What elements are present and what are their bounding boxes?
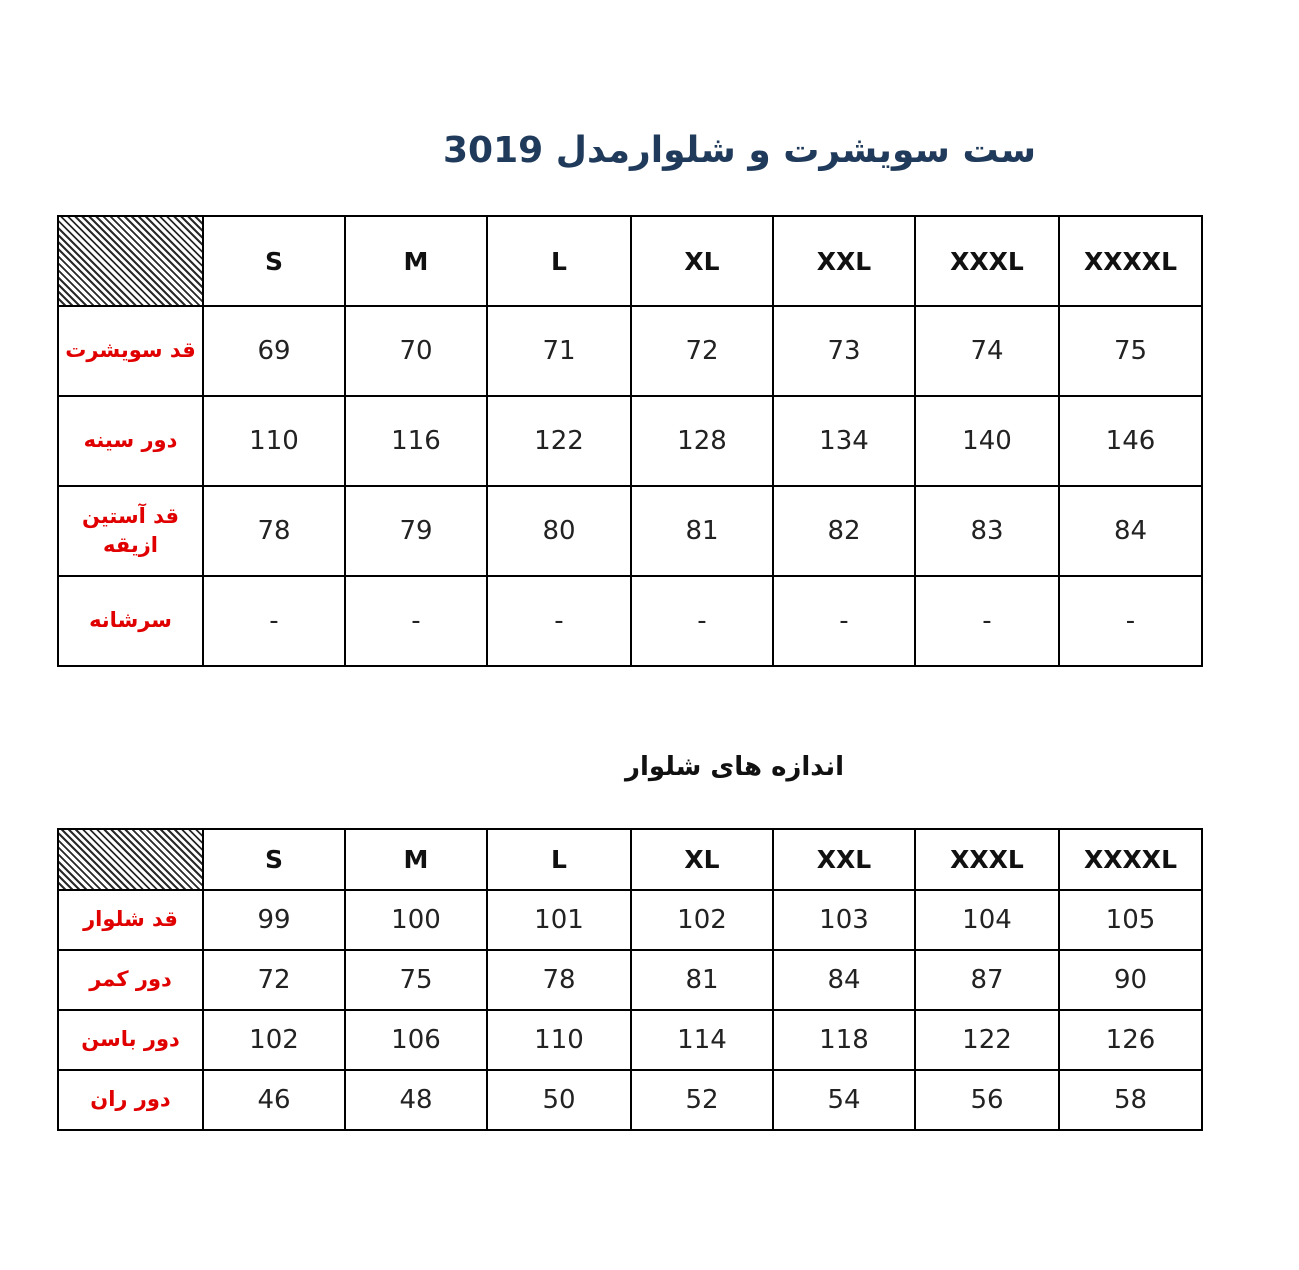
table-cell: 90	[1059, 950, 1202, 1010]
table-cell: 110	[487, 1010, 631, 1070]
table-cell: 81	[631, 486, 773, 576]
table-cell: 99	[203, 890, 345, 950]
table-cell: -	[345, 576, 487, 666]
table-cell: 126	[1059, 1010, 1202, 1070]
table-cell: 82	[773, 486, 915, 576]
table-cell: 140	[915, 396, 1059, 486]
hatched-corner-cell	[58, 829, 203, 890]
table-cell: 71	[487, 306, 631, 396]
table-cell: 75	[1059, 306, 1202, 396]
table-cell: 81	[631, 950, 773, 1010]
size-header: L	[487, 216, 631, 306]
size-header: S	[203, 216, 345, 306]
size-header: M	[345, 829, 487, 890]
table-row	[58, 890, 1202, 950]
row-label: دور کمر	[58, 950, 203, 1010]
table-cell: 114	[631, 1010, 773, 1070]
table-cell: 122	[915, 1010, 1059, 1070]
table-cell: 46	[203, 1070, 345, 1130]
table-cell: 50	[487, 1070, 631, 1130]
table-cell: 79	[345, 486, 487, 576]
table-row	[58, 1010, 1202, 1070]
table-cell: 83	[915, 486, 1059, 576]
table-cell: 103	[773, 890, 915, 950]
size-header: XXXL	[915, 216, 1059, 306]
table-cell: -	[1059, 576, 1202, 666]
table-cell: -	[915, 576, 1059, 666]
top-size-table	[57, 215, 1203, 667]
table-cell: 106	[345, 1010, 487, 1070]
section-title: اندازه های شلوار	[624, 752, 844, 782]
table-row	[58, 396, 1202, 486]
table-cell: 78	[203, 486, 345, 576]
size-header: XXXL	[915, 829, 1059, 890]
table-cell: 78	[487, 950, 631, 1010]
table-cell: 70	[345, 306, 487, 396]
hatched-corner-cell	[58, 216, 203, 306]
table-cell: 134	[773, 396, 915, 486]
size-header: S	[203, 829, 345, 890]
table-cell: 101	[487, 890, 631, 950]
header-row	[58, 829, 1202, 890]
table-cell: 58	[1059, 1070, 1202, 1130]
size-header: XXXXL	[1059, 216, 1202, 306]
table-cell: -	[203, 576, 345, 666]
table-cell: -	[487, 576, 631, 666]
table-cell: 104	[915, 890, 1059, 950]
header-row	[58, 216, 1202, 306]
table-row	[58, 1070, 1202, 1130]
page-title: ست سویشرت و شلوارمدل 3019	[443, 130, 1036, 171]
table-cell: 75	[345, 950, 487, 1010]
table-cell: 116	[345, 396, 487, 486]
table-cell: 102	[631, 890, 773, 950]
table-cell: 128	[631, 396, 773, 486]
table-cell: 54	[773, 1070, 915, 1130]
size-header: XL	[631, 829, 773, 890]
table-cell: 80	[487, 486, 631, 576]
table-cell: 48	[345, 1070, 487, 1130]
table-cell: 84	[1059, 486, 1202, 576]
size-header: M	[345, 216, 487, 306]
table-cell: 72	[631, 306, 773, 396]
table-row	[58, 306, 1202, 396]
table-cell: -	[631, 576, 773, 666]
row-label: دور سینه	[58, 396, 203, 486]
table-cell: 73	[773, 306, 915, 396]
table-row	[58, 950, 1202, 1010]
table-row	[58, 576, 1202, 666]
table-cell: 56	[915, 1070, 1059, 1130]
size-header: XL	[631, 216, 773, 306]
size-header: L	[487, 829, 631, 890]
size-header: XXL	[773, 829, 915, 890]
table-cell: 74	[915, 306, 1059, 396]
row-label: دور ران	[58, 1070, 203, 1130]
row-label: قد آستین ازیقه	[58, 486, 203, 576]
row-label: قد سویشرت	[58, 306, 203, 396]
row-label: سرشانه	[58, 576, 203, 666]
table-cell: 100	[345, 890, 487, 950]
row-label: قد شلوار	[58, 890, 203, 950]
table-cell: 146	[1059, 396, 1202, 486]
table-cell: 118	[773, 1010, 915, 1070]
table-cell: 84	[773, 950, 915, 1010]
table-cell: 52	[631, 1070, 773, 1130]
table-cell: 122	[487, 396, 631, 486]
table-row	[58, 486, 1202, 576]
size-header: XXL	[773, 216, 915, 306]
table-cell: 110	[203, 396, 345, 486]
table-cell: 72	[203, 950, 345, 1010]
row-label: دور باسن	[58, 1010, 203, 1070]
size-header: XXXXL	[1059, 829, 1202, 890]
table-cell: 105	[1059, 890, 1202, 950]
bottom-size-table	[57, 828, 1203, 1131]
table-cell: 87	[915, 950, 1059, 1010]
table-cell: -	[773, 576, 915, 666]
table-cell: 102	[203, 1010, 345, 1070]
table-cell: 69	[203, 306, 345, 396]
